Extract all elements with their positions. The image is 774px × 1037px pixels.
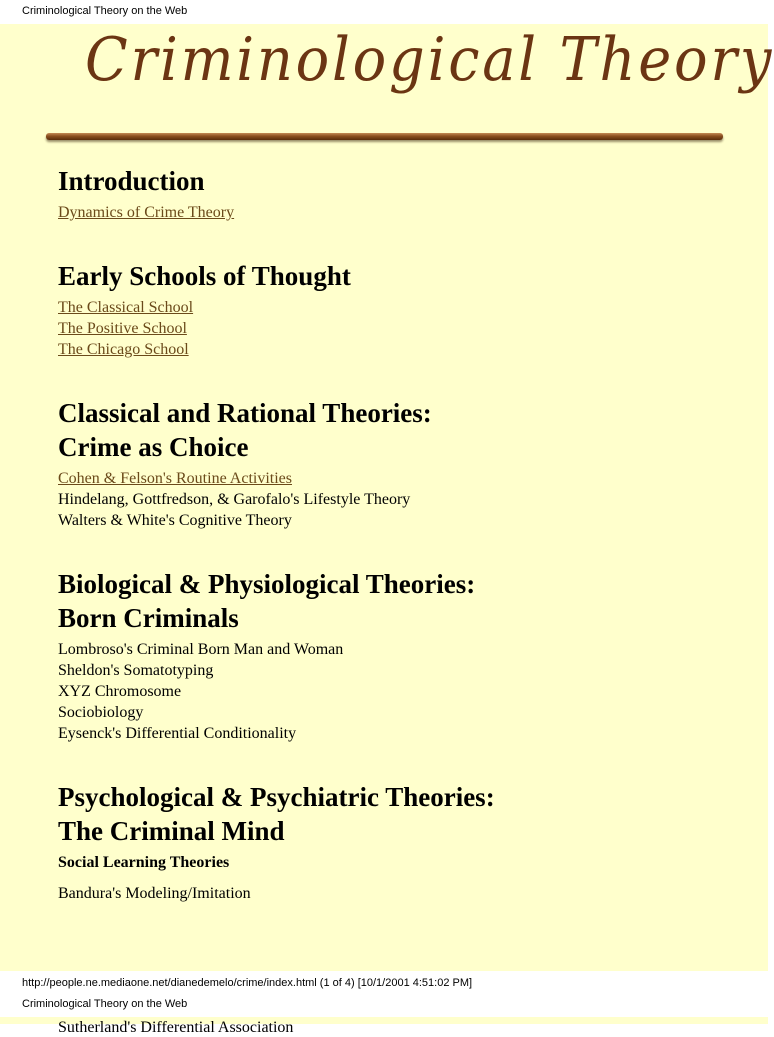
page-content (0, 24, 774, 971)
section-heading: Introduction (58, 166, 205, 196)
section-early-schools (58, 259, 748, 360)
content (58, 164, 748, 940)
list-item: Hindelang, Gottfredson, & Garofalo's Lifestyle Theory (58, 491, 411, 508)
link-routine-activities[interactable]: Cohen & Felson's Routine Activities (58, 470, 292, 487)
section-biological (58, 567, 748, 744)
section-heading (58, 780, 748, 848)
heading-line-2: Crime as Choice (58, 432, 249, 462)
print-header-page-2: Criminological Theory on the Web (22, 998, 188, 1010)
heading-line-1: Biological & Physiological Theories: (58, 569, 476, 599)
print-header: Criminological Theory on the Web (22, 5, 188, 17)
partial-text: Sutherland's Differential Association (58, 1019, 294, 1036)
list-item: Eysenck's Differential Conditionality (58, 725, 297, 742)
heading-line-2: Born Criminals (58, 603, 239, 633)
banner-title: Criminological Theory (85, 25, 774, 95)
list-item: Sheldon's Somatotyping (58, 662, 214, 679)
list-item: Lombroso's Criminal Born Man and Woman (58, 641, 344, 658)
section-psychological (58, 780, 748, 904)
link-chicago-school[interactable]: The Chicago School (58, 341, 189, 358)
list-item: Sociobiology (58, 704, 144, 721)
link-positive-school[interactable]: The Positive School (58, 320, 187, 337)
print-footer-url: http://people.ne.mediaone.net/dianedemelo/crime/index.html (1 of 4) [10/1/2001 4:51:02 PM] (22, 977, 473, 989)
link-dynamics-of-crime-theory[interactable]: Dynamics of Crime Theory (58, 204, 235, 221)
subheading: Social Learning Theories (58, 854, 230, 871)
section-heading (58, 567, 748, 635)
heading-line-2: The Criminal Mind (58, 816, 285, 846)
link-classical-school[interactable]: The Classical School (58, 299, 194, 316)
list-item: Bandura's Modeling/Imitation (58, 885, 251, 902)
section-heading: Early Schools of Thought (58, 261, 351, 291)
section-heading (58, 396, 748, 464)
list-item: Walters & White's Cognitive Theory (58, 512, 292, 529)
section-introduction (58, 164, 748, 223)
list-item: XYZ Chromosome (58, 683, 182, 700)
section-classical-rational (58, 396, 748, 531)
heading-line-1: Psychological & Psychiatric Theories: (58, 782, 495, 812)
heading-line-1: Classical and Rational Theories: (58, 398, 432, 428)
decorative-bar (46, 133, 723, 140)
banner (85, 25, 774, 130)
page-2-content (0, 1017, 768, 1036)
